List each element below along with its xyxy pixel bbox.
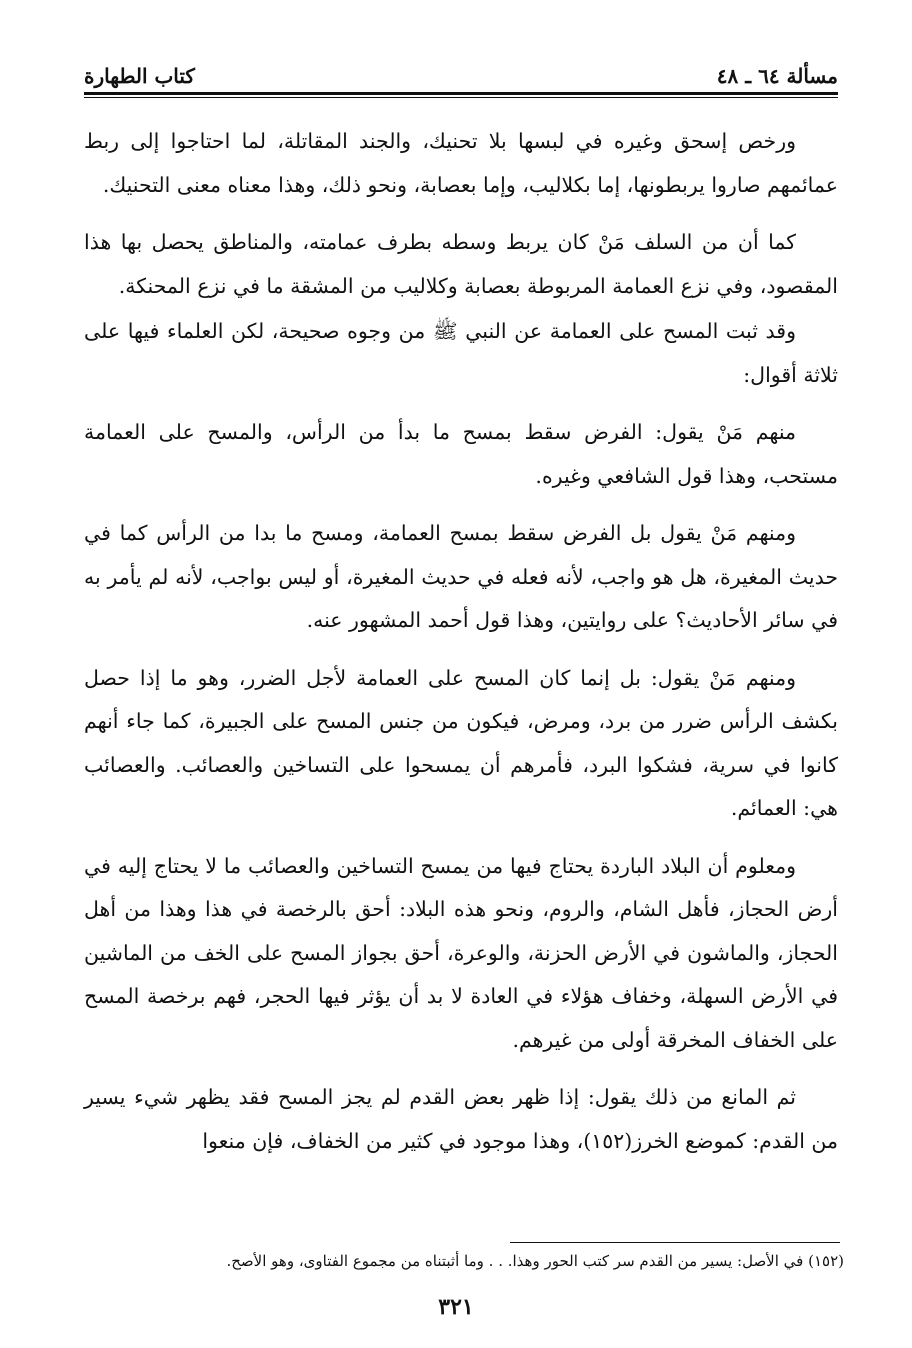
book-title-heading: كتاب الطهارة (84, 64, 195, 88)
paragraph: كما أن من السلف مَنْ كان يربط وسطه بطرف عمامته، والمناطق يحصل بها هذا المقصود، وفي نزع العمامة المربوطة بعصابة وكلاليب من المشقة ما في نزع المحنكة. (84, 230, 838, 298)
issue-number-heading: مسألة ٦٤ ـ ٤٨ (716, 64, 838, 88)
header-divider (84, 92, 838, 95)
paragraph: وقد ثبت المسح على العمامة عن النبي ﷺ من وجوه صحيحة، لكن العلماء فيها على ثلاثة أقوال: (84, 319, 838, 387)
page-number: ٣٢١ (438, 1294, 474, 1320)
header-divider-thin (84, 97, 838, 98)
main-text (84, 120, 838, 1177)
footnote-divider (510, 1242, 840, 1243)
footnote: (١٥٢) في الأصل: يسير من القدم سر كتب الحور وهذا. . . وما أثبتناه من مجموع الفتاوى، وهو الأصح. (226, 1252, 844, 1270)
paragraph: ومنهم مَنْ يقول: بل إنما كان المسح على العمامة لأجل الضرر، وهو ما إذا حصل بكشف الرأس ضرر من برد، ومرض، فيكون من جنس المسح على الجبيرة، كما جاء أنهم كانوا في سرية، فشكوا البرد، فأمرهم أن يمسحوا على التساخين والعصائب. والعصائب هي: العمائم. (84, 665, 838, 820)
paragraph: ومنهم مَنْ يقول بل الفرض سقط بمسح العمامة، ومسح ما بدا من الرأس كما في حديث المغيرة، هل هو واجب، لأنه فعله في حديث المغيرة، أو ليس بواجب، لأنه لم يأمر به في سائر الأحاديث؟ على روايتين، وهذا قول أحمد المشهور عنه. (84, 521, 838, 632)
paragraph: ورخص إسحق وغيره في لبسها بلا تحنيك، والجند المقاتلة، لما احتاجوا إلى ربط عمائمهم صاروا يربطونها، إما بكلاليب، وإما بعصابة، ونحو ذلك، وهذا معناه معنى التحنيك. (84, 129, 838, 197)
paragraph: ومعلوم أن البلاد الباردة يحتاج فيها من يمسح التساخين والعصائب ما لا يحتاج إليه في أرض الحجاز، فأهل الشام، والروم، ونحو هذه البلاد: أحق بالرخصة في هذا وهذا من أهل الحجاز، والماشون في الأرض الحزنة، والوعرة، أحق بجواز المسح على الخف من الماشين في الأرض السهلة، وخفاف هؤلاء في العادة لا بد أن يؤثر فيها الحجر، فهم برخصة المسح على الخفاف المخرقة أولى من غيرهم. (84, 853, 838, 1052)
paragraph: ثم المانع من ذلك يقول: إذا ظهر بعض القدم لم يجز المسح فقد يظهر شيء يسير من القدم: كموضع الخرز(١٥٢)، وهذا موجود في كثير من الخفاف، فإن منعوا (84, 1085, 838, 1153)
paragraph: منهم مَنْ يقول: الفرض سقط بمسح ما بدأ من الرأس، والمسح على العمامة مستحب، وهذا قول الشافعي وغيره. (84, 420, 838, 488)
running-header (84, 52, 838, 88)
